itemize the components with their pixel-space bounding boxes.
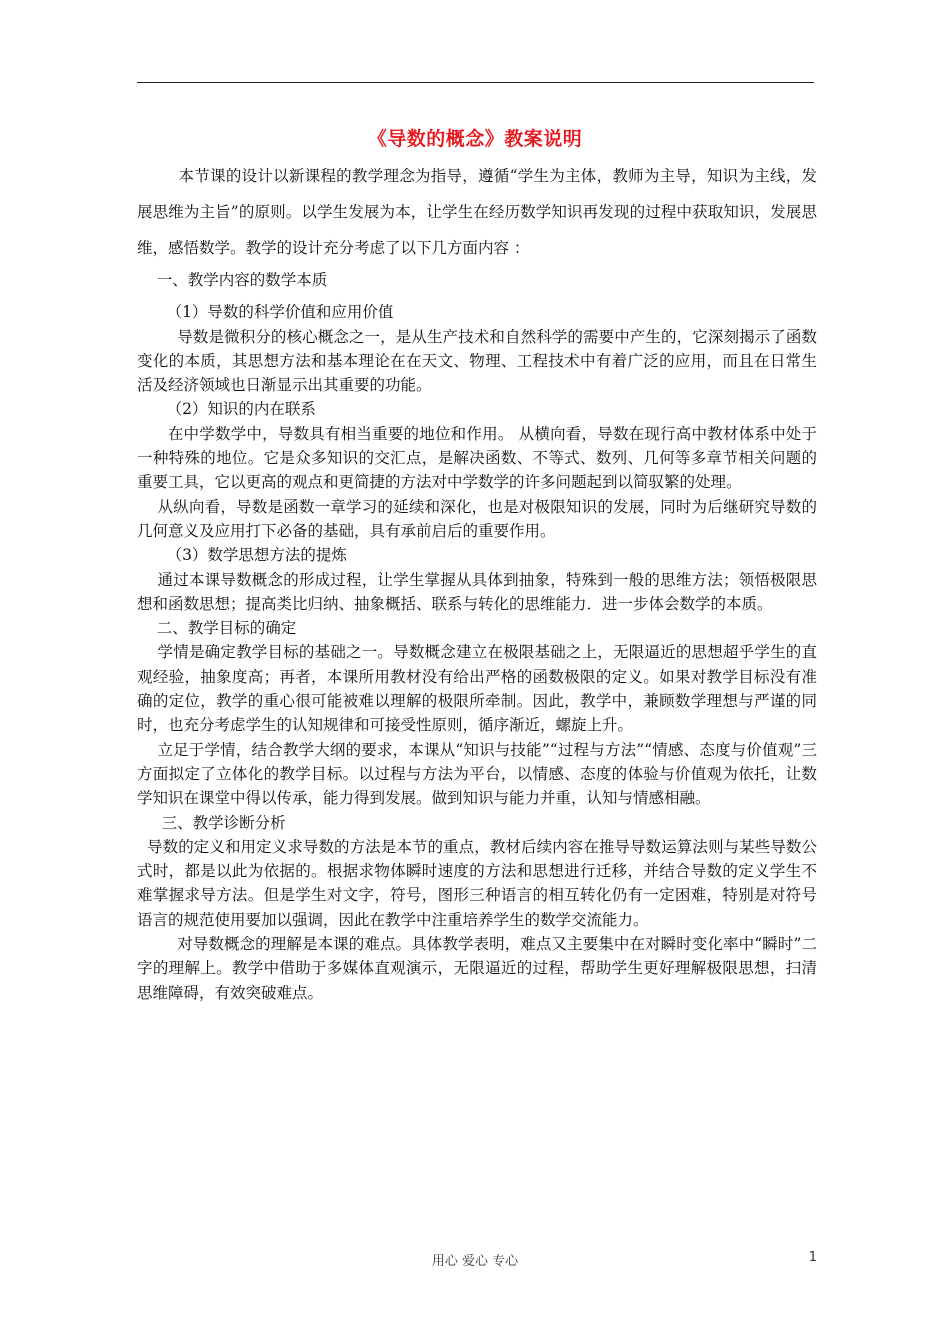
section-2-heading: 二、教学目标的确定 — [137, 619, 297, 638]
header-rule — [137, 82, 814, 83]
section-1-3-paragraph: 通过本课导数概念的形成过程，让学生掌握从具体到抽象，特殊到一般的思维方法；领悟极限思想和函数思想；提高类比归纳、抽象概括、联系与转化的思维能力．进一步体会数学的本质。 — [137, 570, 817, 613]
section-1-2-heading: （2）知识的内在联系 — [137, 400, 316, 419]
section-1-2-paragraph-1: 在中学数学中，导数具有相当重要的地位和作用。 从横向看，导数在现行高中教材体系中处于一种特殊的地位。它是众多知识的交汇点，是解决函数、不等式、数列、几何等多章节相关问题的重要工具，它以更高的观点和更简捷的方法对中学数学的许多问题起到以简驭繁的处理。 — [137, 424, 817, 492]
page-number: 1 — [808, 1250, 817, 1265]
document-title: 《导数的概念》教案说明 — [367, 128, 583, 150]
footer-slogan: 用心 爱心 专心 — [431, 1254, 519, 1269]
section-2-paragraph-1: 学情是确定教学目标的基础之一。导数概念建立在极限基础之上，无限逼近的思想超乎学生的直观经验，抽象度高；再者，本课所用教材没有给出严格的函数极限的定义。如果对教学目标没有准确的定位，教学的重心很可能被难以理解的极限所牵制。因此，教学中，兼顾数学理想与严谨的同时，也充分考虑学生的认知规律和可接受性原则，循序渐近，螺旋上升。 — [137, 643, 817, 735]
section-1-1-heading: （1）导数的科学价值和应用价值 — [137, 303, 394, 322]
section-2-paragraph-2: 立足于学情，结合教学大纲的要求，本课从“知识与技能”“过程与方法”“情感、态度与价值观”三方面拟定了立体化的教学目标。以过程与方法为平台，以情感、态度的体验与价值观为依托，让数学知识在课堂中得以传承，能力得到发展。做到知识与能力并重，认知与情感相融。 — [137, 740, 817, 808]
section-3-paragraph-1: 导数的定义和用定义求导数的方法是本节的重点，教材后续内容在推导导数运算法则与某些导数公式时，都是以此为依据的。根据求物体瞬时速度的方法和思想进行迁移，并结合导数的定义学生不难掌握求导方法。但是学生对文字，符号，图形三种语言的相互转化仍有一定困难，特别是对符号语言的规范使用要加以强调，因此在教学中注重培养学生的数学交流能力。 — [137, 837, 817, 929]
document-body — [137, 158, 817, 1005]
section-1-3-heading: （3）数学思想方法的提炼 — [137, 546, 347, 565]
section-3-heading: 三、教学诊断分析 — [137, 813, 286, 832]
section-1-1-paragraph: 导数是微积分的核心概念之一，是从生产技术和自然科学的需要中产生的，它深刻揭示了函数变化的本质，其思想方法和基本理论在在天文、物理、工程技术中有着广泛的应用，而且在日常生活及经济领域也日渐显示出其重要的功能。 — [137, 327, 817, 395]
section-1-heading: 一、教学内容的数学本质 — [137, 271, 328, 289]
section-3-paragraph-2: 对导数概念的理解是本课的难点。具体教学表明，难点又主要集中在对瞬时变化率中“瞬时”二字的理解上。教学中借助于多媒体直观演示，无限逼近的过程，帮助学生更好理解极限思想，扫清思维障碍，有效突破难点。 — [137, 935, 817, 1002]
intro-paragraph: 本节课的设计以新课程的教学理念为指导，遵循“学生为主体，教师为主导，知识为主线，发展思维为主旨”的原则。以学生发展为本，让学生在经历数学知识再发现的过程中获取知识，发展思维，感悟数学。教学的设计充分考虑了以下几方面内容 ： — [137, 167, 817, 257]
section-1-2-paragraph-2: 从纵向看，导数是函数一章学习的延续和深化，也是对极限知识的发展，同时为后继研究导数的几何意义及应用打下必备的基础，具有承前启后的重要作用。 — [137, 497, 817, 540]
